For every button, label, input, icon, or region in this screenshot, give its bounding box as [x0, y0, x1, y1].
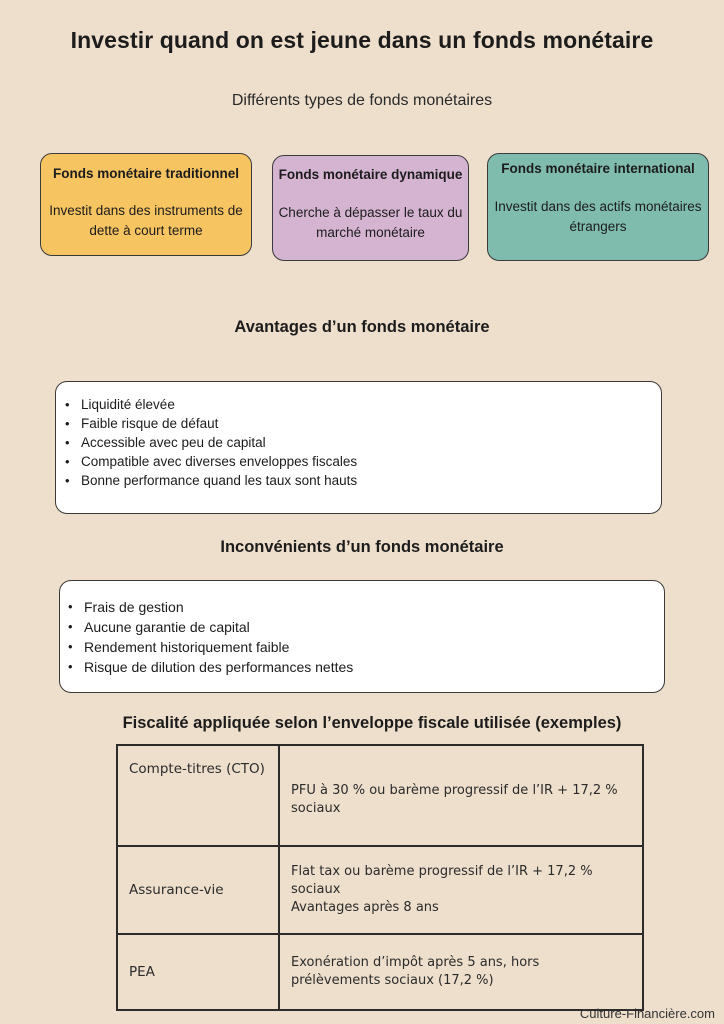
card-traditional-fund	[40, 153, 252, 256]
list-item-text: Rendement historiquement faible	[84, 639, 290, 655]
tax-cell	[279, 846, 643, 934]
envelope-cell: Assurance-vie	[117, 846, 279, 934]
disadvantages-title: Inconvénients d’un fonds monétaire	[220, 538, 504, 556]
bullet-icon: •	[65, 473, 70, 488]
list-item	[57, 433, 661, 452]
card-international-fund	[487, 153, 709, 261]
card-title: Fonds monétaire international	[501, 161, 695, 176]
bullet-icon: •	[65, 416, 70, 431]
advantages-box	[55, 381, 662, 514]
bullet-icon: •	[65, 435, 70, 450]
list-item	[57, 414, 661, 433]
advantages-title: Avantages d’un fonds monétaire	[234, 318, 490, 336]
list-item-text: Liquidité élevée	[81, 397, 175, 412]
tax-line: Flat tax ou barème progressif de l’IR + 17,2 % sociaux	[291, 864, 593, 897]
tax-line: Exonération d’impôt après 5 ans, hors prélèvements sociaux (17,2 %)	[291, 955, 540, 988]
bullet-icon: •	[68, 659, 73, 674]
disadvantages-box	[59, 580, 665, 693]
bullet-icon: •	[68, 619, 73, 634]
tax-cell	[279, 745, 643, 846]
tax-line: PFU à 30 % ou barème progressif de l’IR + 17,2 % sociaux	[291, 783, 618, 816]
card-description: Investit dans des instruments de dette à court terme	[49, 203, 243, 238]
card-title: Fonds monétaire dynamique	[278, 167, 463, 182]
bullet-icon: •	[68, 639, 73, 654]
bullet-icon: •	[68, 599, 73, 614]
list-item	[57, 452, 661, 471]
advantages-list	[57, 395, 661, 490]
table-row	[117, 934, 643, 1010]
list-item-text: Frais de gestion	[84, 599, 184, 615]
list-item	[60, 617, 664, 637]
taxation-title: Fiscalité appliquée selon l’enveloppe fiscale utilisée (exemples)	[122, 714, 622, 732]
card-description: Cherche à dépasser le taux du marché monétaire	[278, 205, 463, 240]
footer-source: Culture-Financière.com	[579, 1006, 715, 1021]
envelope-cell: Compte-titres (CTO)	[117, 745, 279, 846]
list-item	[57, 471, 661, 490]
list-item	[60, 637, 664, 657]
tax-cell	[279, 934, 643, 1010]
bullet-icon: •	[65, 397, 70, 412]
envelope-cell: PEA	[117, 934, 279, 1010]
list-item-text: Aucune garantie de capital	[84, 619, 250, 635]
table-row	[117, 846, 643, 934]
page-subtitle: Différents types de fonds monétaires	[231, 92, 493, 109]
disadvantages-list	[60, 597, 664, 677]
list-item-text: Accessible avec peu de capital	[81, 435, 266, 450]
list-item-text: Faible risque de défaut	[81, 416, 219, 431]
list-item-text: Compatible avec diverses enveloppes fiscales	[81, 454, 358, 469]
bullet-icon: •	[65, 454, 70, 469]
list-item-text: Bonne performance quand les taux sont hauts	[81, 473, 358, 488]
table-row	[117, 745, 643, 846]
taxation-table	[116, 744, 644, 1011]
list-item-text: Risque de dilution des performances nettes	[84, 659, 354, 675]
card-title: Fonds monétaire traditionnel	[52, 166, 239, 181]
card-dynamic-fund	[272, 155, 469, 261]
list-item	[57, 395, 661, 414]
list-item	[60, 597, 664, 617]
card-description: Investit dans des actifs monétaires étrangers	[494, 199, 702, 234]
page-title: Investir quand on est jeune dans un fonds monétaire	[70, 27, 654, 53]
list-item	[60, 657, 664, 677]
tax-line: Avantages après 8 ans	[291, 900, 439, 915]
